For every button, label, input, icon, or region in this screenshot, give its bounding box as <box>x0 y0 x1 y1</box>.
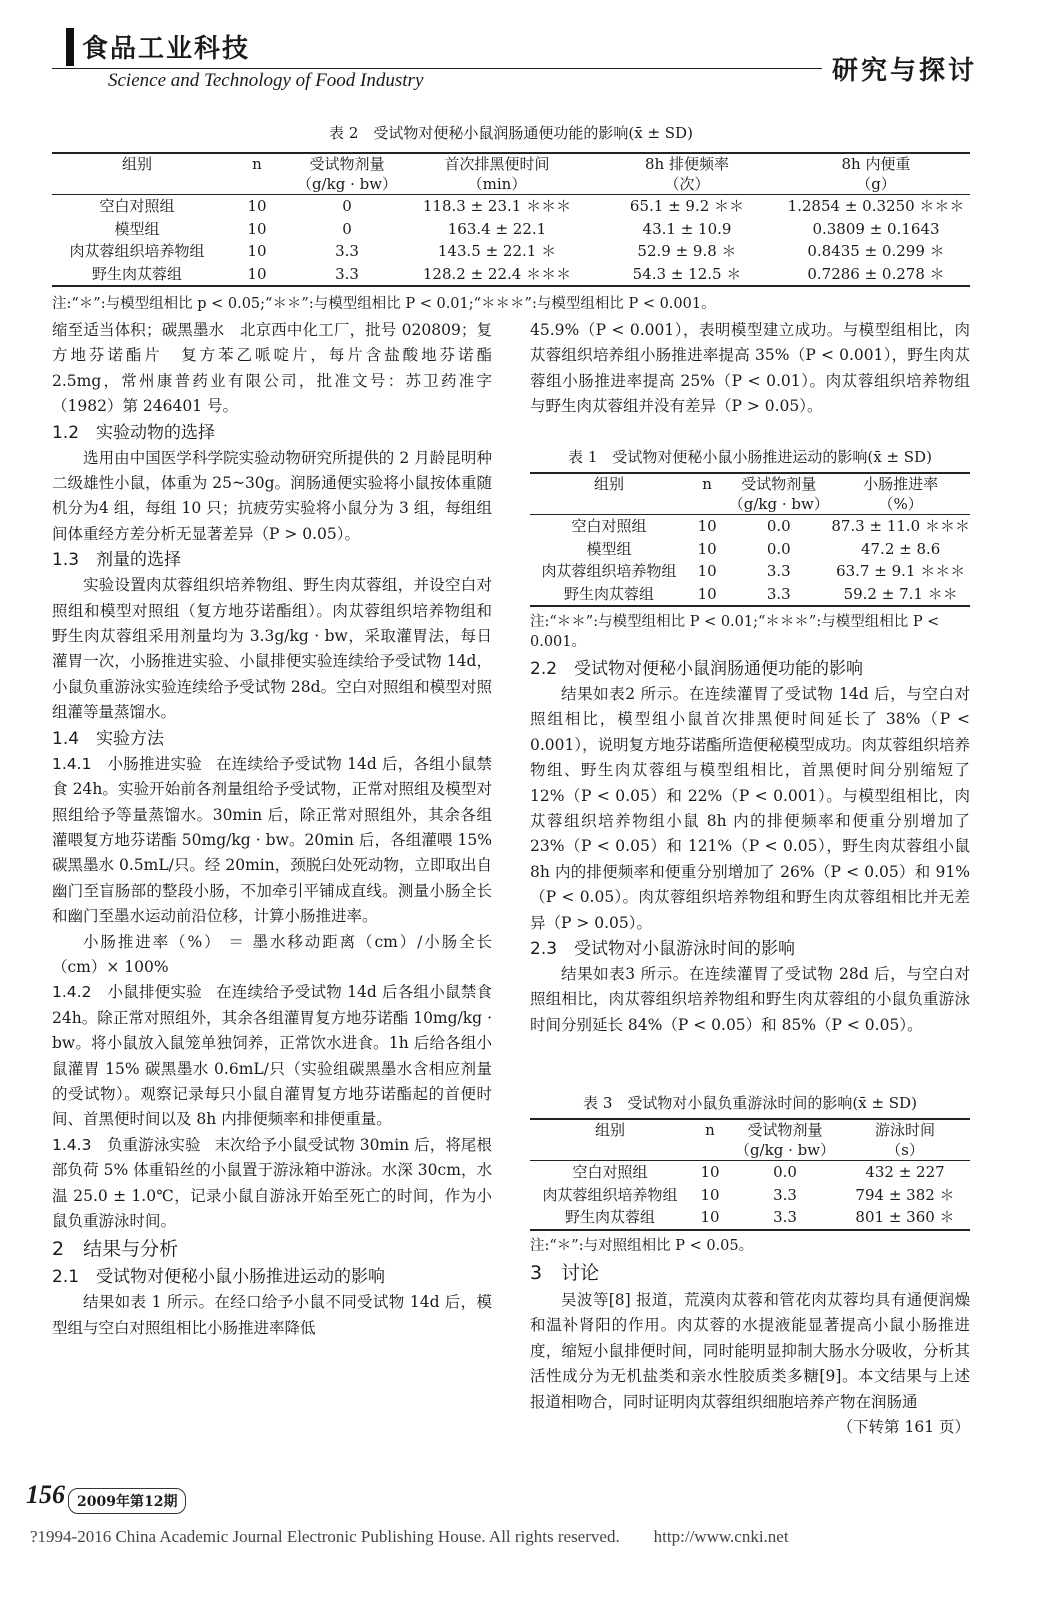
table-cell: 63.7 ± 9.1 ＊＊＊ <box>836 562 966 580</box>
label-1-4-2: 1.4.2 小鼠排便实验 <box>52 983 202 1002</box>
table-cell: 3.3 <box>730 1206 840 1230</box>
table1 <box>530 472 970 607</box>
table1-header-cell <box>688 473 726 515</box>
para-1-2: 选用由中国医学科学院实验动物研究所提供的 2 月龄昆明种二级雄性小鼠，体重为 25~30g。润肠通便实验将小鼠按体重随机分为4 组，每组 10 只；抗疲劳实验将小鼠分为 3 组，每组组间体重经方差分析无显著差异（P > 0.05）。 <box>52 448 492 543</box>
table3-header-cell <box>840 1119 970 1161</box>
table2-header-line2 <box>52 174 222 194</box>
page-number: 156 <box>26 1480 65 1509</box>
table-cell: 52.9 ± 9.8 ＊ <box>637 242 737 260</box>
table-cell: 3.3 <box>726 583 831 607</box>
table2-header <box>52 153 970 195</box>
header-rule <box>52 68 822 69</box>
table-row <box>530 538 970 561</box>
table-cell: 肉苁蓉组织培养物组 <box>542 1185 678 1204</box>
table-cell: 0.0 <box>773 1163 797 1181</box>
table-cell: 10 <box>247 242 267 260</box>
table-row <box>530 515 970 538</box>
table-cell: 10 <box>690 1206 730 1230</box>
para-1-3: 实验设置肉苁蓉组织培养物组、野生肉苁蓉组，并设空白对照组和模型对照组（复方地芬诺酯组）。肉苁蓉组织培养物组和野生肉苁蓉组采用剂量均为 3.3g/kg · bw，采取灌胃法，每日灌胃一次，小肠推进实验、小鼠排便实验连续给予受试物 14d，小鼠负重游泳实验连续给予受试物 28d。空白对照组和模型对照组灌等量蒸馏水。 <box>52 576 492 722</box>
table-row <box>530 1161 970 1184</box>
para-1-4-1 <box>52 752 492 930</box>
table-cell: 3.3 <box>335 242 359 260</box>
table-cell: 0 <box>342 197 352 215</box>
table-row <box>52 240 970 263</box>
table-cell: 空白对照组 <box>572 1163 648 1181</box>
table3-caption: 表 3 受试物对小鼠负重游泳时间的影响(x̄ ± SD) <box>583 1094 917 1112</box>
table1-header-line1: 小肠推进率 <box>863 475 939 493</box>
table-cell: 87.3 ± 11.0 ＊＊＊ <box>831 517 970 535</box>
table3-header-line1: 受试物剂量 <box>747 1121 823 1139</box>
table2-header-line1: 8h 内便重 <box>841 155 911 173</box>
table2-header-cell <box>222 153 292 195</box>
right-column-bottom <box>530 1258 970 1440</box>
table-cell: 10 <box>247 197 267 215</box>
table-cell: 10 <box>697 539 717 558</box>
heading-2-3: 2.3 受试物对小鼠游泳时间的影响 <box>530 939 796 960</box>
journal-english-name: Science and Technology of Food Industry <box>108 70 424 91</box>
table-cell: 10 <box>688 583 726 607</box>
table2-header-row <box>52 153 970 195</box>
table-cell: 10 <box>222 263 292 287</box>
heading-1-3: 1.3 剂量的选择 <box>52 550 182 571</box>
table1-header-line2: （%） <box>878 495 923 513</box>
table3-header-line2: （s） <box>886 1141 924 1159</box>
table-cell: 10 <box>700 1163 720 1181</box>
table-row <box>530 1184 970 1207</box>
table1-header-cell <box>530 473 688 515</box>
para-1-4-3 <box>52 1133 492 1235</box>
table-cell: 0.8435 ± 0.299 ＊ <box>807 242 945 260</box>
table-cell: 54.3 ± 12.5 ＊ <box>592 263 782 287</box>
table1-header-line2 <box>688 494 726 514</box>
table-cell: 3.3 <box>766 562 791 580</box>
para-materials: 缩至适当体积；碳黑墨水 北京西中化工厂，批号 020809；复方地芬诺酯片 复方苯乙哌啶片，每片含盐酸地芬诺酯 2.5mg，常州康普药业有限公司，批准文号：苏卫药准字（1982）第 246401 号。 <box>52 321 492 416</box>
left-column <box>52 318 492 1341</box>
journal-name: 食品工业科技 <box>82 34 251 64</box>
table-cell: 128.2 ± 22.4 ＊＊＊ <box>402 263 592 287</box>
table1-header-line1: 受试物剂量 <box>741 475 817 493</box>
table3-header-line1: n <box>705 1121 715 1139</box>
table2-body <box>52 195 970 287</box>
text-1-4-1: 在连续给予受试物 14d 后，各组小鼠禁食 24h。实验开始前各剂量组给予受试物，正常对照组及模型对照组给予等量蒸馏水。30min 后，除正常对照组外，其余各组灌喂复方地芬诺酯 50mg/kg · bw。20min 后，各组灌喂 15% 碳黑墨水 0.5mL/只。经 20min，颈脱臼处死动物，立即取出自幽门至盲肠部的整段小肠，不加牵引平铺成直线。测量小肠全长和幽门至墨水运动前沿位移，计算小肠推进率。 <box>52 754 492 926</box>
table2-header-line1: 受试物剂量 <box>309 155 385 173</box>
table2-header-cell <box>402 153 592 195</box>
table2-header-line1: n <box>252 155 262 173</box>
table-cell: 10 <box>247 219 267 238</box>
table2-header-line1: 首次排黑便时间 <box>444 155 550 173</box>
table1-header-cell <box>831 473 970 515</box>
label-1-4-1: 1.4.1 小肠推进实验 <box>52 754 202 773</box>
table-cell: 0 <box>342 219 352 238</box>
table-cell: 47.2 ± 8.6 <box>860 539 941 558</box>
table-cell: 野生肉苁蓉组 <box>530 583 688 607</box>
table3-header-line2 <box>690 1140 730 1160</box>
table-cell: 野生肉苁蓉组 <box>530 1206 690 1230</box>
table-cell: 10 <box>700 1185 720 1204</box>
table-row <box>52 195 970 218</box>
table-cell: 3.3 <box>292 263 402 287</box>
table2 <box>52 152 970 287</box>
table-cell: 0.7286 ± 0.278 ＊ <box>782 263 970 287</box>
table1-header-row <box>530 473 970 515</box>
table-cell: 3.3 <box>773 1185 797 1204</box>
formula-propulsion: 小肠推进率（%） ＝ 墨水移动距离（cm）/小肠全长（cm）× 100% <box>52 932 492 976</box>
table3-header-line1: 组别 <box>594 1121 625 1139</box>
para-1-4-2 <box>52 980 492 1132</box>
table-cell: 43.1 ± 10.9 <box>642 219 732 238</box>
table-cell: 空白对照组 <box>99 197 175 215</box>
table1-header-cell <box>726 473 831 515</box>
table-cell: 59.2 ± 7.1 ＊＊ <box>831 583 970 607</box>
section-tag: 研究与探讨 <box>832 56 978 86</box>
table-cell: 肉苁蓉组织培养物组 <box>69 242 205 260</box>
table3-header-cell <box>530 1119 690 1161</box>
table2-header-cell <box>52 153 222 195</box>
table-cell: 10 <box>697 562 717 580</box>
table2-header-cell <box>292 153 402 195</box>
para-2-2: 结果如表2 所示。在连续灌胃了受试物 14d 后，与空白对照组相比，模型组小鼠首次排黑便时间延长了 38%（P < 0.001），说明复方地芬诺酯所造便秘模型成功。肉苁蓉组织培养物组、野生肉苁蓉组与模型组相比，首黑便时间分别缩短了 12%（P < 0.05）和 22%（P < 0.001）。与模型组相比，肉苁蓉组织培养物组小鼠 8h 内的排便频率和便重分别增加了 23%（P < 0.05）和 121%（P < 0.05），野生肉苁蓉组小鼠 8h 内的排便频率和便重分别增加了 26%（P < 0.05）和 91%（P < 0.05）。肉苁蓉组织培养物组和野生肉苁蓉组相比并无差异（P > 0.05）。 <box>530 685 970 932</box>
table-cell: 10 <box>697 517 717 535</box>
table-cell: 432 ± 227 <box>865 1163 945 1181</box>
table1-note: 注:“＊＊”:与模型组相比 P < 0.01;“＊＊＊”:与模型组相比 P < 0.001。 <box>530 614 940 650</box>
continued-note: （下转第 161 页） <box>837 1418 970 1437</box>
heading-1-2: 1.2 实验动物的选择 <box>52 422 216 443</box>
heading-1-4: 1.4 实验方法 <box>52 728 165 749</box>
table-cell: 794 ± 382 ＊ <box>855 1185 955 1204</box>
table3-header-line2 <box>530 1140 690 1160</box>
table-cell: 1.2854 ± 0.3250 ＊＊＊ <box>787 197 965 215</box>
table2-header-cell <box>592 153 782 195</box>
table-cell: 801 ± 360 ＊ <box>840 1206 970 1230</box>
copyright-line: ?1994-2016 China Academic Journal Electronic Publishing House. All rights reserved. http://www.cnki.net <box>30 1527 789 1546</box>
table3-header-cell <box>730 1119 840 1161</box>
table2-header-line2 <box>222 174 292 194</box>
table-row <box>530 1206 970 1230</box>
heading-3: 3 讨论 <box>530 1262 600 1284</box>
table1-header-line2: （g/kg · bw） <box>728 495 829 513</box>
table1-header-line1: 组别 <box>593 475 624 493</box>
right-column-top <box>530 318 970 420</box>
table-row <box>530 560 970 583</box>
table1-header <box>530 473 970 515</box>
para-2-1-cont: 45.9%（P < 0.001），表明模型建立成功。与模型组相比，肉苁蓉组织培养组小肠推进率提高 35%（P < 0.001），野生肉苁蓉组小肠推进率提高 25%（P < 0.01）。肉苁蓉组织培养物组与野生肉苁蓉组并没有差异（P > 0.05）。 <box>530 321 970 416</box>
table-cell: 0.0 <box>766 517 791 535</box>
table1-body <box>530 515 970 607</box>
table1-header-line1: n <box>702 475 712 493</box>
heading-2-1: 2.1 受试物对便秘小鼠小肠推进运动的影响 <box>52 1267 386 1288</box>
table-cell: 肉苁蓉组织培养物组 <box>541 562 677 580</box>
heading-2: 2 结果与分析 <box>52 1238 179 1261</box>
table2-header-line2: （次） <box>664 175 710 193</box>
table2-header-line1: 组别 <box>121 155 152 173</box>
label-1-4-3: 1.4.3 负重游泳实验 <box>52 1135 201 1154</box>
table-cell: 0.3809 ± 0.1643 <box>812 219 940 238</box>
table3-header-row <box>530 1119 970 1161</box>
right-column-middle <box>530 656 970 1038</box>
table-cell: 模型组 <box>114 219 160 238</box>
text-1-4-2: 在连续给予受试物 14d 后各组小鼠禁食 24h。除正常对照组外，其余各组灌胃复方地芬诺酯 10mg/kg · bw。将小鼠放入鼠笼单独饲养，正常饮水进食。1h 后给各组小鼠灌胃 15% 碳黑墨水 0.6mL/只（实验组碳黑墨水含相应剂量的受试物）。观察记录每只小鼠自灌胃复方地芬诺酯起的首便时间、首黑便时间以及 8h 内排便频率和排便重量。 <box>52 983 492 1129</box>
table-row <box>52 263 970 287</box>
table3-header-line2: （g/kg · bw） <box>734 1141 836 1159</box>
table-cell: 143.5 ± 22.1 ＊ <box>437 242 557 260</box>
header-bar-mark <box>66 28 74 66</box>
table-cell: 163.4 ± 22.1 <box>447 219 547 238</box>
table2-caption: 表 2 受试物对便秘小鼠润肠通便功能的影响(x̄ ± SD) <box>329 124 693 142</box>
table2-header-line1: 8h 排便频率 <box>645 155 729 173</box>
table2-header-line2: （g/kg · bw） <box>296 175 398 193</box>
heading-2-2: 2.2 受试物对便秘小鼠润肠通便功能的影响 <box>530 659 864 679</box>
table2-header-line2: （min） <box>467 175 527 193</box>
table2-note: 注:“＊”:与模型组相比 p < 0.05;“＊＊”:与模型组相比 P < 0.01;“＊＊＊”:与模型组相比 P < 0.001。 <box>52 296 716 312</box>
table-row <box>530 583 970 607</box>
table3-header-line1: 游泳时间 <box>874 1121 935 1139</box>
table2-header-line2: （g） <box>856 175 896 193</box>
text-1-4-3: 末次给予小鼠受试物 30min 后，将尾根部负荷 5% 体重铅丝的小鼠置于游泳箱中游泳。水深 30cm，水温 25.0 ± 1.0℃，记录小鼠自游泳开始至死亡的时间，作为小鼠负重游泳时间。 <box>52 1135 492 1230</box>
table-cell: 空白对照组 <box>571 517 647 535</box>
table3-header-cell <box>690 1119 730 1161</box>
table3-header <box>530 1119 970 1161</box>
table3-note: 注:“＊”:与对照组相比 P < 0.05。 <box>530 1238 754 1254</box>
table-cell: 野生肉苁蓉组 <box>52 263 222 287</box>
table3-body <box>530 1161 970 1230</box>
table-cell: 118.3 ± 23.1 ＊＊＊ <box>422 197 572 215</box>
table1-header-line2 <box>530 494 688 514</box>
table-cell: 模型组 <box>586 539 632 558</box>
table-cell: 65.1 ± 9.2 ＊＊ <box>629 197 745 215</box>
table1-caption: 表 1 受试物对便秘小鼠小肠推进运动的影响(x̄ ± SD) <box>568 448 932 466</box>
para-2-3: 结果如表3 所示。在连续灌胃了受试物 28d 后，与空白对照组相比，肉苁蓉组织培养物组和野生肉苁蓉组的小鼠负重游泳时间分别延长 84%（P < 0.05）和 85%（P < 0.05）。 <box>530 965 970 1034</box>
table-row <box>52 218 970 241</box>
para-3: 吴波等[8] 报道，荒漠肉苁蓉和管花肉苁蓉均具有通便润燥和温补肾阳的作用。肉苁蓉的水提液能显著提高小鼠小肠推进度，缩短小鼠排便时间，同时能明显抑制大肠水分吸收，分析其活性成分为无机盐类和亲水性胶质类多糖[9]。本文结果与上述报道相吻合，同时证明肉苁蓉组织细胞培养产物在润肠通 <box>530 1291 970 1411</box>
para-2-1: 结果如表 1 所示。在经口给予小鼠不同受试物 14d 后，模型组与空白对照组相比小肠推进率降低 <box>52 1293 492 1337</box>
table2-header-cell <box>782 153 970 195</box>
issue-badge: 2009年第12期 <box>68 1488 186 1514</box>
table-cell: 0.0 <box>766 539 791 558</box>
table3 <box>530 1118 970 1231</box>
